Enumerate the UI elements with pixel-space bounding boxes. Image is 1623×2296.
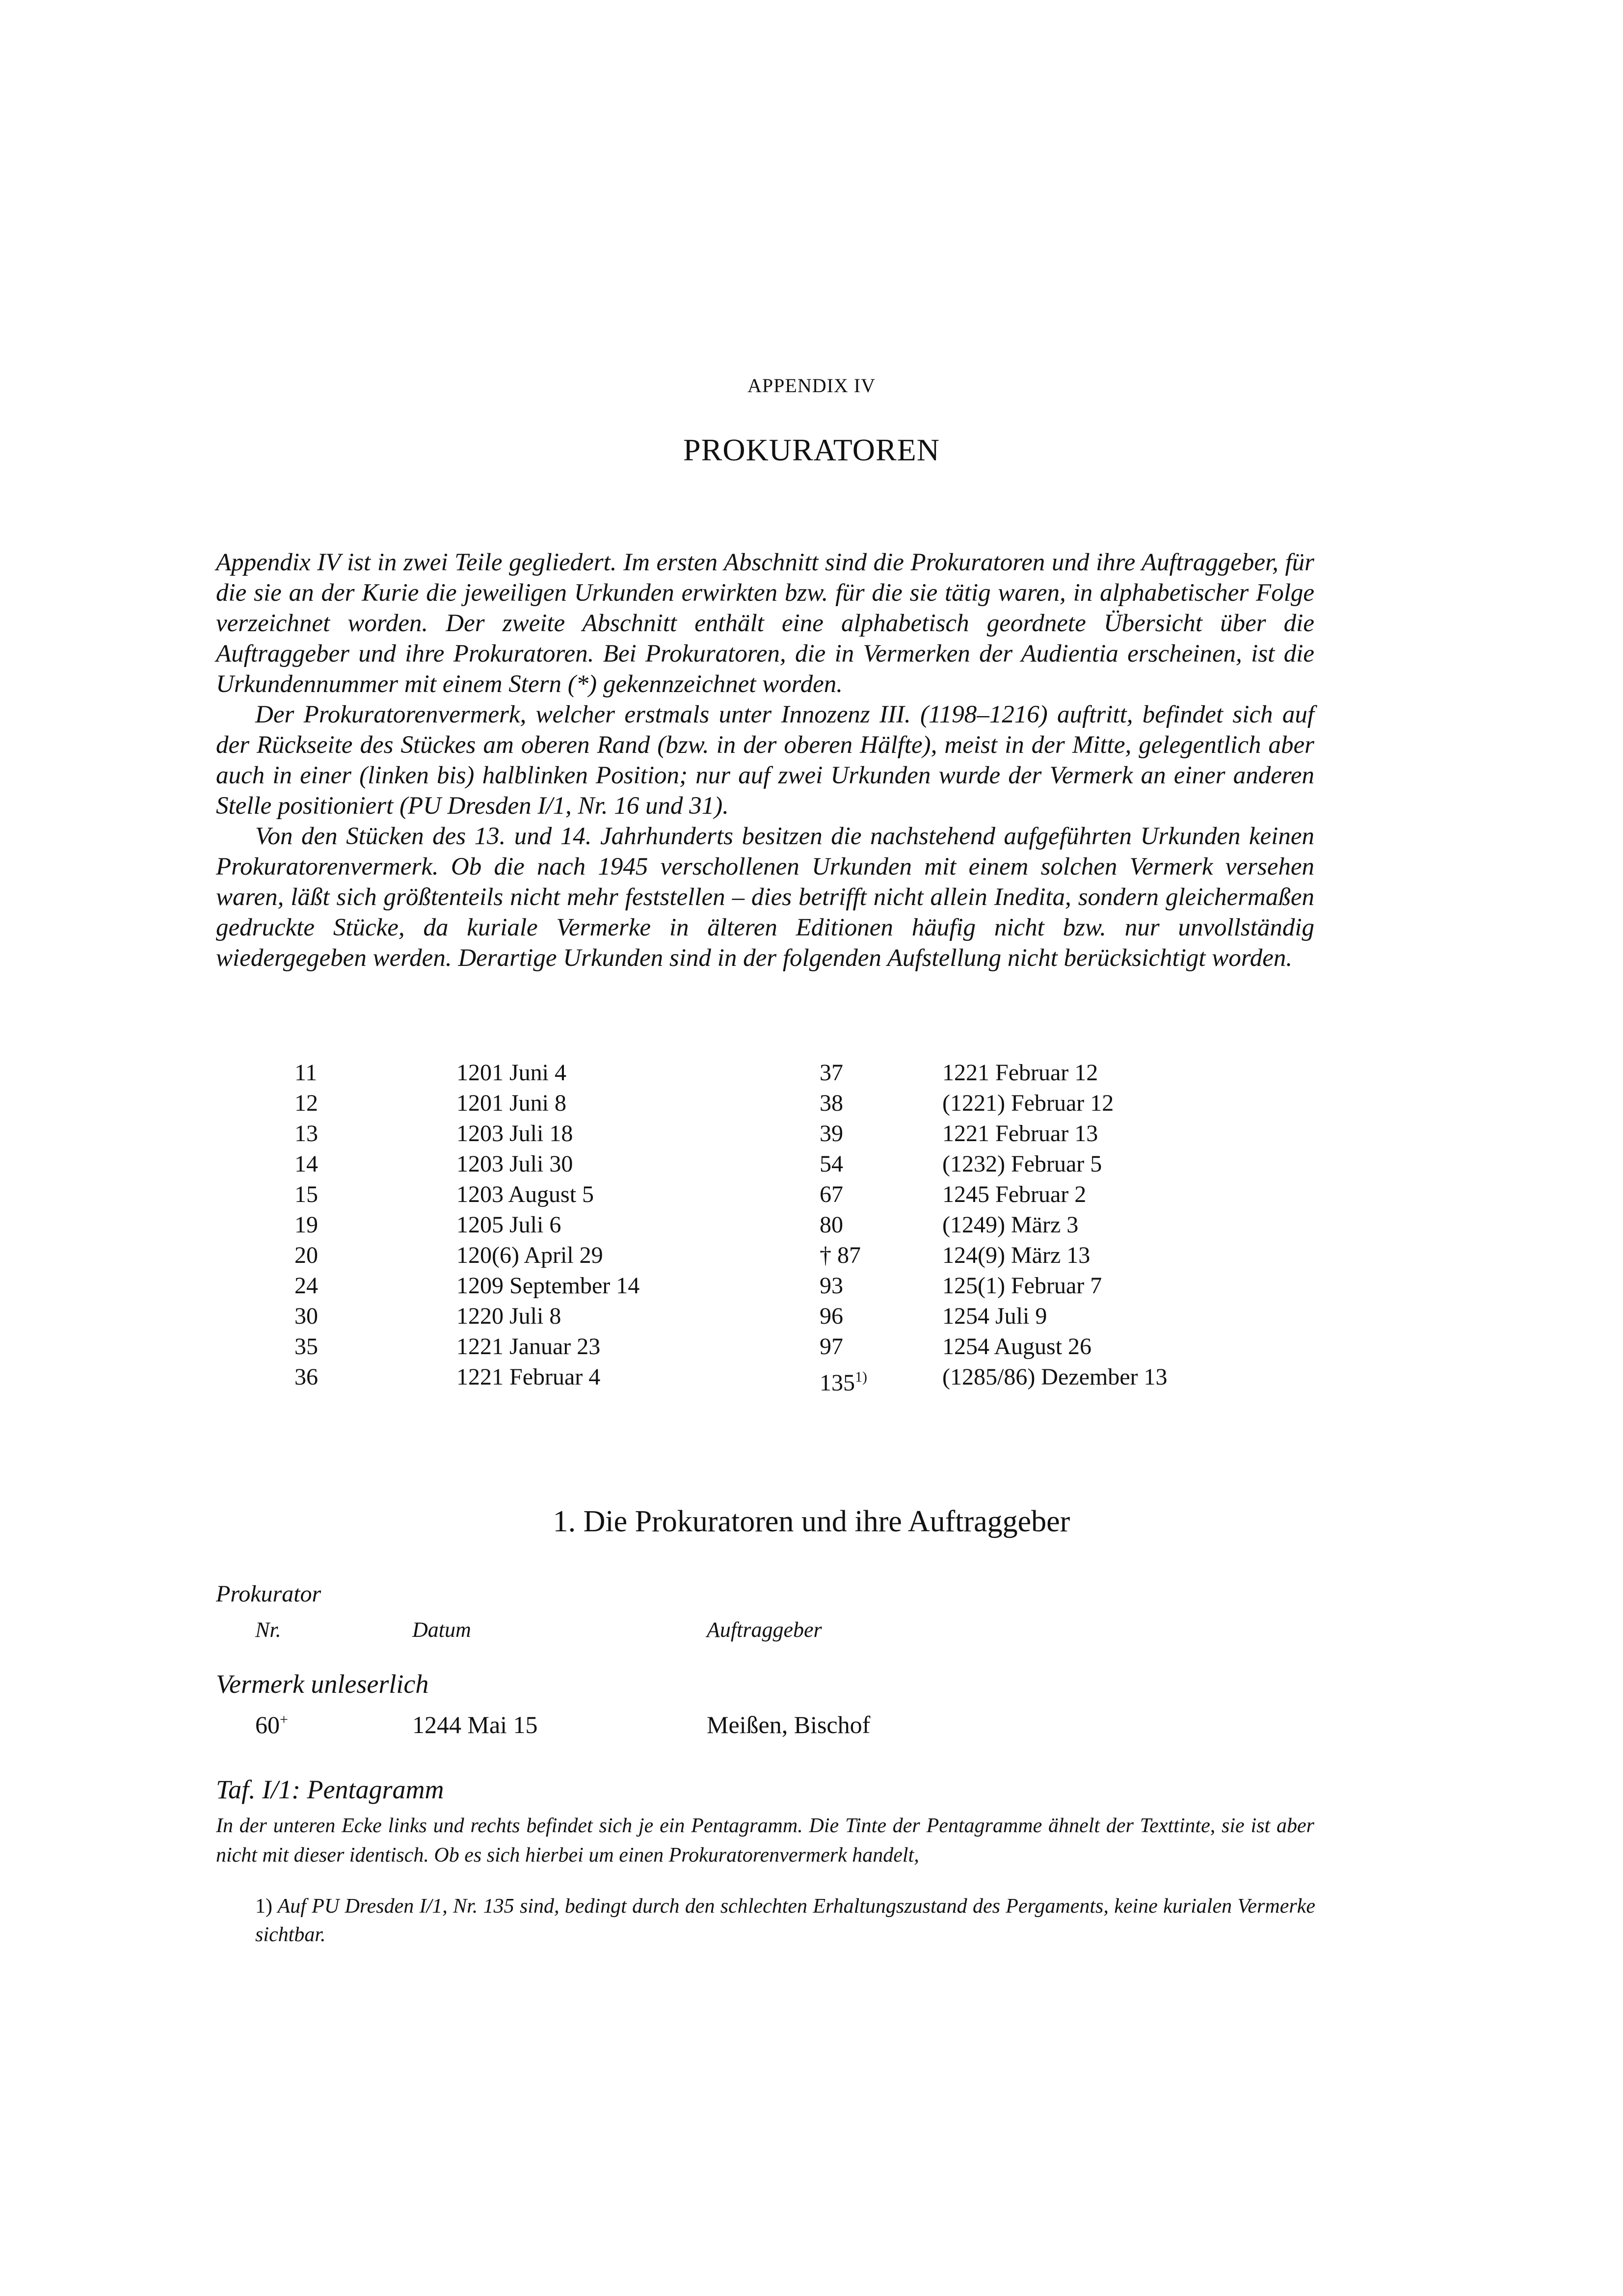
charter-nr-left: 11 xyxy=(294,1060,318,1086)
charter-list-table xyxy=(265,1058,1286,1396)
charter-nr-right: † 87 xyxy=(820,1242,861,1268)
column-header-auftraggeber: Auftraggeber xyxy=(707,1618,822,1642)
intro-text xyxy=(216,547,1314,973)
charter-list-row xyxy=(265,1332,1286,1362)
footnote-marker: 1) xyxy=(255,1895,272,1918)
column-header-nr: Nr. xyxy=(255,1618,281,1642)
charter-date-right: (1249) März 3 xyxy=(942,1212,1079,1238)
charter-date-right: (1285/86) Dezember 13 xyxy=(942,1364,1168,1390)
charter-nr-right: 135$^{1)}$ xyxy=(820,1369,867,1396)
column-headers xyxy=(255,1617,822,1642)
charter-date-right: 1221 Februar 13 xyxy=(942,1121,1098,1147)
footnote-reference: 1) xyxy=(855,1369,867,1385)
charter-date-right: 1245 Februar 2 xyxy=(942,1181,1087,1207)
section-heading: 1. Die Prokuratoren und ihre Auftraggeber xyxy=(553,1505,1070,1538)
charter-date-left: 1203 August 5 xyxy=(456,1181,594,1207)
charter-list-row xyxy=(265,1119,1286,1149)
charter-date-left: 120(6) April 29 xyxy=(456,1242,603,1268)
charter-list-row xyxy=(265,1271,1286,1301)
charter-nr-right: 54 xyxy=(820,1151,843,1177)
charter-date-right: 124(9) März 13 xyxy=(942,1242,1091,1268)
intro-paragraph: Der Prokuratorenvermerk, welcher erstmals unter Innozenz III. (1198–1216) auftritt, befindet sich auf der Rückseite des Stückes am oberen Rand (bzw. in der oberen Hälfte), meist in der Mitte, gelegentlich aber auch in einer (linken bis) halblinken Position; nur auf zwei Urkunden wurde der Vermerk an einer anderen Stelle positioniert (PU Dresden I/1, Nr. 16 und 31). xyxy=(216,701,1314,820)
charter-nr-right: 96 xyxy=(820,1303,843,1329)
charter-date-left: 1220 Juli 8 xyxy=(456,1303,561,1329)
charter-nr-left: 24 xyxy=(294,1273,318,1299)
charter-date-left: 1221 Februar 4 xyxy=(456,1364,601,1390)
charter-nr-right: 38 xyxy=(820,1090,843,1116)
entry-nr: 60+ xyxy=(255,1711,288,1738)
charter-nr-left: 36 xyxy=(294,1364,318,1390)
charter-date-right: (1221) Februar 12 xyxy=(942,1090,1114,1116)
charter-nr-left: 14 xyxy=(294,1151,318,1177)
intro-paragraph: Von den Stücken des 13. und 14. Jahrhunderts besitzen die nachstehend aufgeführten Urkunden keinen Prokuratorenvermerk. Ob die nach 1945 verschollenen Urkunden mit einem solchen Vermerk versehen waren, läßt sich größtenteils nicht mehr feststellen – dies betrifft nicht allein Inedita, sondern gleichermaßen gedruckte Stücke, da kuriale Vermerke in älteren Editionen häufig nicht bzw. nur unvollständig wiedergegeben werden. Derartige Urkunden sind in der folgenden Aufstellung nicht berücksichtigt worden. xyxy=(216,823,1314,972)
charter-nr-right: 39 xyxy=(820,1121,843,1147)
charter-nr-right: 80 xyxy=(820,1212,843,1238)
charter-list-row xyxy=(265,1210,1286,1240)
entry-auftraggeber: Meißen, Bischof xyxy=(707,1711,871,1738)
charter-date-left: 1201 Juni 8 xyxy=(456,1090,567,1116)
charter-list-row xyxy=(265,1088,1286,1119)
charter-date-right: 1221 Februar 12 xyxy=(942,1060,1098,1086)
group-note: In der unteren Ecke links und rechts befindet sich je ein Pentagramm. Die Tinte der Pentagramme ähnelt der Texttinte, sie ist aber nicht mit dieser identisch. Ob es sich hierbei um einen Prokuratorenvermerk handelt, xyxy=(216,1815,1314,1867)
charter-date-right: 1254 Juli 9 xyxy=(942,1303,1047,1329)
charter-date-left: 1203 Juli 18 xyxy=(456,1121,573,1147)
charter-list-row xyxy=(265,1058,1286,1088)
charter-nr-left: 19 xyxy=(294,1212,318,1238)
column-header-prokurator: Prokurator xyxy=(216,1581,321,1607)
charter-nr-right: 93 xyxy=(820,1273,843,1299)
appendix-label: APPENDIX IV xyxy=(747,374,876,397)
charter-date-left: 1203 Juli 30 xyxy=(456,1151,573,1177)
charter-list-row xyxy=(265,1362,1286,1396)
charter-date-left: 1201 Juni 4 xyxy=(456,1060,567,1086)
charter-date-left: 1205 Juli 6 xyxy=(456,1212,561,1238)
column-header-datum: Datum xyxy=(412,1618,471,1642)
prokurator-entry-row xyxy=(255,1710,870,1739)
charter-nr-right: 37 xyxy=(820,1060,843,1086)
charter-date-left: 1209 September 14 xyxy=(456,1273,640,1299)
charter-list-row xyxy=(265,1149,1286,1179)
charter-nr-left: 15 xyxy=(294,1181,318,1207)
entry-datum: 1244 Mai 15 xyxy=(412,1711,538,1738)
footnote xyxy=(255,1892,1315,1949)
intro-paragraph: Appendix IV ist in zwei Teile gegliedert. Im ersten Abschnitt sind die Prokuratoren und ihre Auftraggeber, für die sie an der Kurie die jeweiligen Urkunden erwirkten bzw. für die sie tätig waren, in alphabetischer Folge verzeichnet worden. Der zweite Abschnitt enthält eine alphabetisch geordnete Übersicht über die Auftraggeber und ihre Prokuratoren. Bei Prokuratoren, die in Vermerken der Audientia erscheinen, ist die Urkundennummer mit einem Stern (*) gekennzeichnet worden. xyxy=(216,549,1314,698)
entry-nr-superscript: + xyxy=(280,1711,288,1728)
prokurator-group-title: Vermerk unleserlich xyxy=(216,1669,429,1699)
charter-nr-left: 13 xyxy=(294,1121,318,1147)
charter-list-row xyxy=(265,1179,1286,1210)
charter-nr-left: 12 xyxy=(294,1090,318,1116)
footnote-text: Auf PU Dresden I/1, Nr. 135 sind, bedingt durch den schlechten Erhaltungszustand des Pergaments, keine kurialen Vermerke sichtbar. xyxy=(255,1895,1315,1946)
charter-date-right: (1232) Februar 5 xyxy=(942,1151,1102,1177)
charter-nr-left: 35 xyxy=(294,1334,318,1360)
charter-nr-right: 67 xyxy=(820,1181,843,1207)
prokurator-group-title: Taf. I/1: Pentagramm xyxy=(216,1775,444,1804)
charter-date-left: 1221 Januar 23 xyxy=(456,1334,601,1360)
page-title: PROKURATOREN xyxy=(683,432,940,467)
charter-list-row xyxy=(265,1240,1286,1271)
charter-list-row xyxy=(265,1301,1286,1332)
charter-date-right: 1254 August 26 xyxy=(942,1334,1092,1360)
charter-nr-left: 30 xyxy=(294,1303,318,1329)
charter-nr-right: 97 xyxy=(820,1334,843,1360)
charter-nr-left: 20 xyxy=(294,1242,318,1268)
charter-date-right: 125(1) Februar 7 xyxy=(942,1273,1102,1299)
